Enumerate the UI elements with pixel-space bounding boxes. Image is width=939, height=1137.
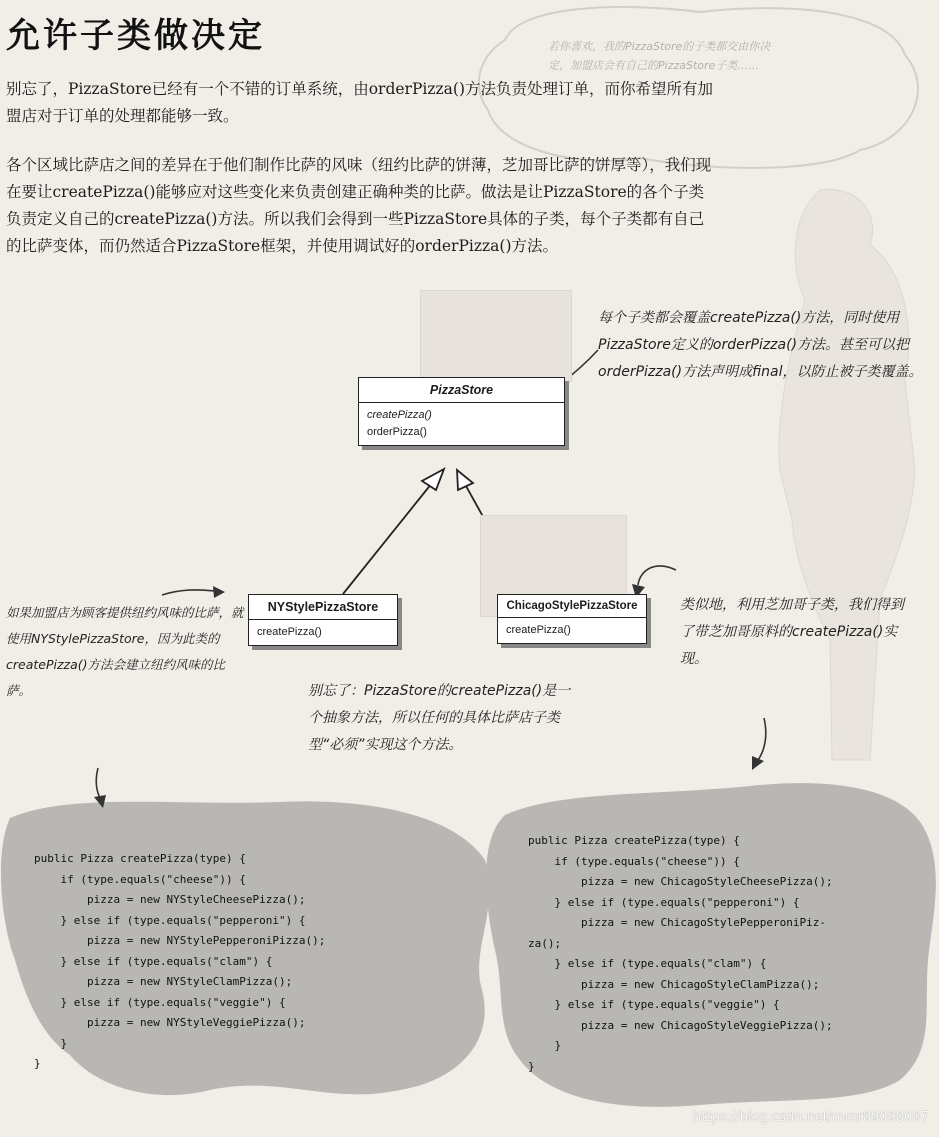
- page-title: 允许子类做决定: [6, 16, 265, 56]
- chicago-createpizza-code: public Pizza createPizza(type) { if (type.equals("cheese")) { pizza = new ChicagoStyleCheesePizza(); } else if (type.equals("pepperoni") { pizza = new ChicagoStylePepperoniPiz- za(); } else if (type.equals("clam") { pizza = new ChicagoStyleClamPizza(); } else if (type.equals("veggie") { pizza = new ChicagoStyleVeggiePizza(); } }: [528, 834, 833, 1073]
- ny-createpizza-code: public Pizza createPizza(type) { if (type.equals("cheese")) { pizza = new NYStyleCheesePizza(); } else if (type.equals("pepperoni") { pizza = new NYStylePepperoniPizza(); } else if (type.equals("clam") { pizza = new NYStyleClamPizza(); } else if (type.equals("veggie") { pizza = new NYStyleVeggiePizza(); } }: [34, 852, 326, 1070]
- thought-bubble-text: 若你喜欢，我的PizzaStore的子类都交由你决定，加盟店会有自己的PizzaStore子类……: [548, 40, 771, 72]
- watermark-url: https://blog.csdn.net/mmr89098087: [693, 1110, 929, 1125]
- method-createpizza: createPizza(): [506, 624, 571, 636]
- chicagostyle-class-name: ChicagoStylePizzaStore: [498, 595, 646, 618]
- override-note: 每个子类都会覆盖createPizza()方法，同时使用PizzaStore定义的orderPizza()方法。甚至可以把orderPizza()方法声明成final，以防止被子类覆盖。: [598, 310, 923, 380]
- ny-note: 如果加盟店为顾客提供纽约风味的比萨，就使用NYStylePizzaStore，因为此类的createPizza()方法会建立纽约风味的比萨。: [6, 605, 244, 698]
- explanation-paragraph: 各个区域比萨店之间的差异在于他们制作比萨的风味（纽约比萨的饼薄，芝加哥比萨的饼厚等），我们现在要让createPizza()能够应对这些变化来负责创建正确种类的比萨。做法是让PizzaStore的各个子类负责定义自己的createPizza()方法。所以我们会得到一些PizzaStore具体的子类，每个子类都有自己的比萨变体，而仍然适合PizzaStore框架，并使用调试好的orderPizza()方法。: [6, 156, 712, 255]
- method-createpizza: createPizza(): [257, 626, 322, 638]
- chicago-inheritance-arrowhead: [457, 470, 473, 490]
- pizzastore-methods: [359, 403, 564, 445]
- method-createpizza: createPizza(): [367, 409, 432, 421]
- abstract-method-note: 别忘了：PizzaStore的createPizza()是一个抽象方法，所以任何的具体比萨店子类型“必须”实现这个方法。: [308, 683, 571, 753]
- pizzastore-class-box: [358, 377, 565, 446]
- left-note-arrowhead: [213, 586, 225, 598]
- pizzastore-class-name: PizzaStore: [359, 378, 564, 403]
- person-silhouette: [779, 189, 915, 760]
- ny-inheritance-line: [343, 483, 432, 594]
- nystyle-class-name: NYStylePizzaStore: [249, 595, 397, 620]
- chicagostyle-class-box: [497, 594, 647, 644]
- right-down-arrow: [758, 718, 766, 760]
- chicago-note: 类似地，利用芝加哥子类，我们得到了带芝加哥原料的createPizza()实现。: [680, 597, 904, 667]
- chicagostyle-methods: [498, 618, 646, 643]
- nystyle-methods: [249, 620, 397, 645]
- left-note-arrow: [162, 590, 215, 595]
- intro-paragraph: 别忘了，PizzaStore已经有一个不错的订单系统，由orderPizza()方法负责处理订单，而你希望所有加盟店对于订单的处理都能够一致。: [6, 80, 714, 125]
- right-note-arrow: [638, 566, 676, 585]
- method-orderpizza: orderPizza(): [367, 426, 427, 438]
- faint-background-box: [420, 290, 572, 382]
- left-down-arrow: [96, 768, 100, 798]
- nystyle-class-box: [248, 594, 398, 646]
- ny-inheritance-arrowhead: [422, 469, 444, 490]
- right-down-arrowhead: [752, 756, 764, 770]
